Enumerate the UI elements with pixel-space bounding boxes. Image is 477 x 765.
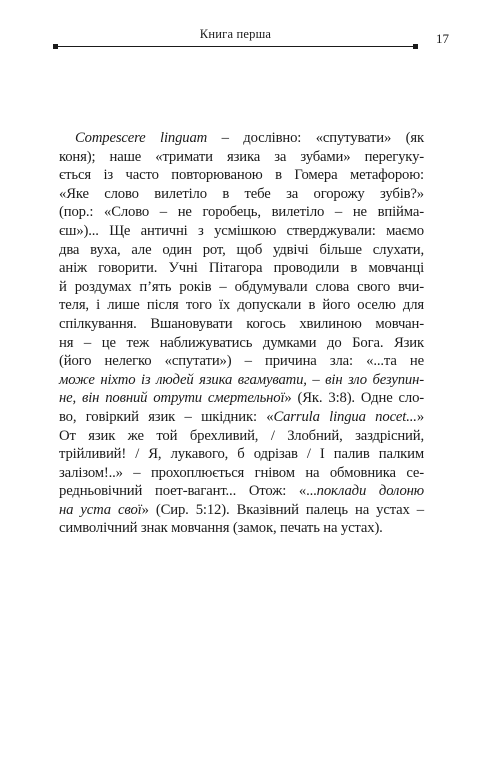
text-segment: » (Сир. 5:12). Вказівний палець на устах – [141,501,425,518]
text-segment: » [416,408,425,425]
text-segment: (пор.: «Слово – не горобець, вилетіло – не впіймa- [59,204,424,221]
text-line [59,259,424,278]
header-rule-right-square [413,44,418,49]
text-segment: й роздумах п’ять років – обдумували слова свого вчи- [59,278,424,295]
text-line [59,464,424,483]
text-line [59,296,424,315]
text-line [59,315,424,334]
italic-text-segment: може ніхто із людей язика вгамувати, – він зло безупин- [59,371,424,388]
page-number: 17 [436,31,449,46]
text-line [59,148,424,167]
italic-text-segment: Carrula lingua nocet... [273,408,417,425]
text-line [59,482,424,501]
body-paragraph [59,129,424,538]
header-rule [53,46,418,47]
text-line [59,241,424,260]
text-segment: спілкування. Вшановувати когось хвилиною мовчан- [59,315,424,332]
text-line [59,501,424,520]
text-segment: » (Як. 3:8). Одне сло- [284,390,424,407]
text-segment: – дослівно: «спутувати» (як [207,130,424,146]
text-line [59,519,424,538]
text-line [59,427,424,446]
text-segment: два вуха, але один рот, щоб удвічі більше слухати, [59,241,424,258]
italic-text-segment: не, він повний отрути смертельної [59,390,285,407]
text-line [59,185,424,204]
italic-text-segment: Compescere linguam [75,130,208,146]
text-segment: во, говіркий язик – шкідник: « [59,408,274,425]
text-segment: трійливий! / Я, лукавого, б одрізав / І палив палким [59,446,424,463]
header-rule-left-square [53,44,58,49]
running-header [53,23,418,47]
text-segment: От язик же той брехливий, / Злобний, заздрісний, [59,427,424,444]
text-line [59,129,424,148]
text-line [59,389,424,408]
text-line [59,352,424,371]
text-segment: (його нелегко «спутати») – причина зла: «...та не [59,353,424,370]
text-line [59,408,424,427]
running-header-title: Книга перша [199,27,272,41]
text-segment: ється із часто повторюваною в Гомера метафорою: [59,167,424,184]
text-segment: коня); наше «тримати язика за зубами» перегуку- [59,148,424,165]
text-segment: символічний знак мовчання (замок, печать на устах). [59,520,383,537]
text-segment: теля, і лише після того їх допускали в його оселю для [59,297,424,314]
text-line [59,371,424,390]
text-line [59,203,424,222]
text-segment: залізом!..» – прохоплюється гнівом на обмовника се- [59,464,424,481]
text-segment: аніж говорити. Учні Пітагора проводили в мовчанці [59,260,424,277]
text-line [59,445,424,464]
text-segment: редньовічний поет-вагант... Отож: «... [59,483,317,500]
text-line [59,166,424,185]
text-line [59,278,424,297]
text-segment: ня – це теж наближуватись думками до Бога. Язик [59,334,424,351]
text-segment: єш»)... Ще античні з усмішкою стверджували: маємо [59,222,424,239]
text-segment: «Яке слово вилетіло в тебе за огорожу зубів?» [59,185,424,202]
italic-text-segment: на уста свої [59,501,142,518]
text-line [59,334,424,353]
text-line [59,222,424,241]
italic-text-segment: поклади долоню [316,483,424,500]
